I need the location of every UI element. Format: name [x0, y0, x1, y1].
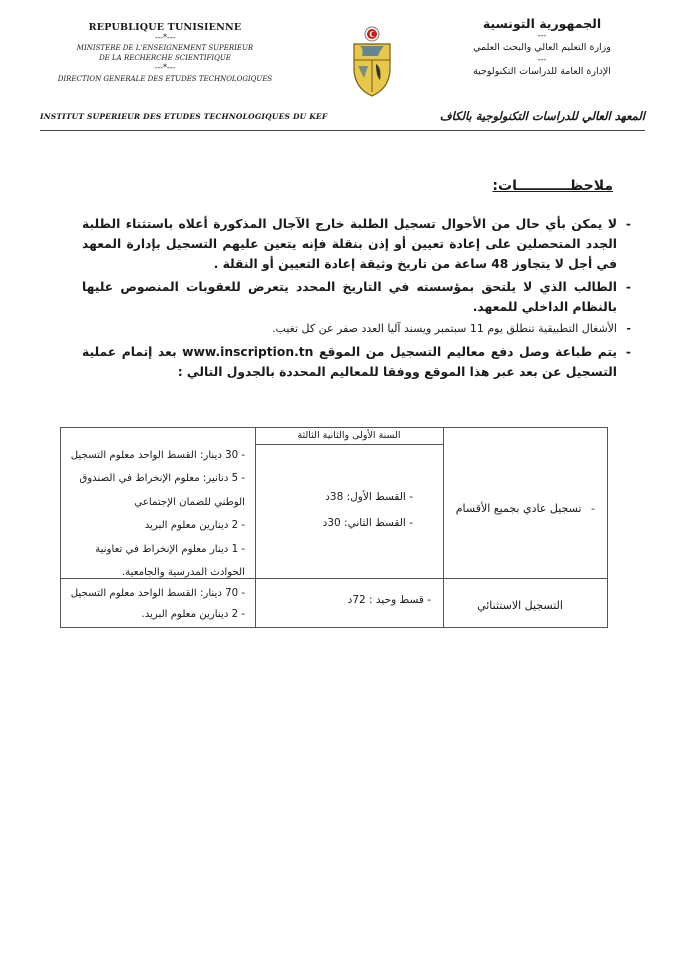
arabic-republic-title: الجمهورية التونسية [482, 16, 602, 31]
french-ministry-line-1: MINISTERE DE L'ENSEIGNEMENT SUPERIEUR [76, 44, 254, 52]
bullet-marker: - [625, 280, 631, 294]
table-header-divider [255, 444, 443, 445]
note-item [82, 319, 631, 339]
bullet-marker: - [625, 345, 631, 359]
note-item [82, 342, 631, 382]
fee-detail-line: الحوادث المدرسية والجامعية. [121, 567, 245, 579]
note-text: لا يمكن بأي حال من الأحوال تسجيل الطلبة خارج الآجال المذكورة أعلاه باستثناء الطلبة الجدد المتحصلين على إعادة تعيين أو إذن بنقلة فإنه يتعين عليهم التسجيل بإدارة المعهد في أجل لا يتجاوز 48 ساعة من تاريخ وثيقة إعادة التعيين أو النقلة . [82, 217, 617, 271]
institute-bar [40, 109, 645, 128]
bullet-marker: - [409, 491, 413, 503]
bullet-marker: - [626, 322, 631, 335]
registration-type-exceptional: التسجيل الاستثنائي [477, 599, 563, 612]
arabic-separator-2: --- [537, 55, 547, 64]
fee-details-exceptional [67, 583, 245, 625]
fee-detail-line: - 1 دينار معلوم الإنخراط في تعاونية [95, 543, 245, 555]
french-direction: DIRECTION GENERALE DES ETUDES TECHNOLOGIQUES [57, 75, 273, 83]
table-column-divider [255, 428, 256, 627]
note-item [82, 277, 631, 317]
installment-amount: القسط الثاني: 30د [322, 517, 406, 529]
french-ministry-line-2: DE LA RECHERCHE SCIENTIFIQUE [99, 54, 231, 62]
registration-type-normal [445, 502, 595, 515]
installment-first [293, 491, 413, 503]
header-arabic [447, 16, 637, 79]
bullet-marker: - [409, 517, 413, 529]
arabic-separator-1: --- [537, 31, 547, 40]
fee-detail-line: - 70 دينار: القسط الواحد معلوم التسجيل [70, 588, 245, 599]
installment-amount: قسط وحيد : 72د [347, 594, 424, 606]
installment-amount: القسط الأول: 38د [325, 491, 406, 503]
bullet-marker: - [591, 502, 595, 515]
french-separator-2: ---*--- [154, 63, 176, 72]
institute-name-french: INSTITUT SUPERIEUR DES ETUDES TECHNOLOGIQUES DU KEF [40, 112, 328, 121]
table-column-divider [443, 428, 444, 627]
notes-title: ملاحظـــــــــــات: [492, 178, 613, 194]
fee-detail-line: - 5 دنانير: معلوم الإنخراط في الصندوق [79, 473, 245, 485]
installment-single [311, 594, 431, 606]
note-item [82, 214, 631, 274]
fee-detail-line: - 2 دينارين معلوم البريد [144, 520, 245, 532]
arabic-direction: الإدارة العامة للدراسات التكنولوجية [473, 66, 611, 77]
french-republic-title: REPUBLIQUE TUNISIENNE [88, 22, 242, 33]
tunisia-coat-of-arms-icon [350, 26, 394, 98]
fee-detail-line: - 2 دينارين معلوم البريد. [141, 609, 245, 620]
note-text: الطالب الذي لا يلتحق بمؤسسته في التاريخ المحدد يتعرض للعقوبات المنصوص عليها بالنظام الداخلي للمعهد. [82, 280, 617, 314]
french-separator-1: ---*--- [154, 33, 176, 42]
fee-detail-line: - 30 دينار: القسط الواحد معلوم التسجيل [70, 450, 245, 461]
fee-detail-line: الوطني للضمان الإجتماعي [134, 496, 245, 508]
registration-type-label: تسجيل عادي بجميع الأقسام [455, 502, 582, 515]
note-text: يتم طباعة وصل دفع معاليم التسجيل من الموقع www.inscription.tn بعد إتمام عملية التسجيل عن بعد عبر هذا الموقع ووفقا للمعاليم المحددة بالجدول التالي : [82, 345, 617, 379]
year-column-header: السنة الأولى والثانية الثالثة [297, 430, 401, 441]
bullet-marker: - [625, 217, 631, 231]
header-divider [40, 130, 645, 131]
note-text: الأشغال التطبيقية تنطلق يوم 11 سبتمبر ويسند آليا العدد صفر عن كل تغيب. [272, 322, 617, 335]
institute-name-arabic: المعهد العالي للدراسات التكنولوجية بالكاف [439, 109, 645, 123]
installment-second [293, 517, 413, 529]
fee-details-normal [67, 444, 245, 584]
bullet-marker: - [427, 594, 431, 606]
arabic-ministry: وزارة التعليم العالي والبحث العلمي [473, 42, 611, 53]
fees-table [60, 427, 608, 628]
header-french [40, 22, 290, 83]
